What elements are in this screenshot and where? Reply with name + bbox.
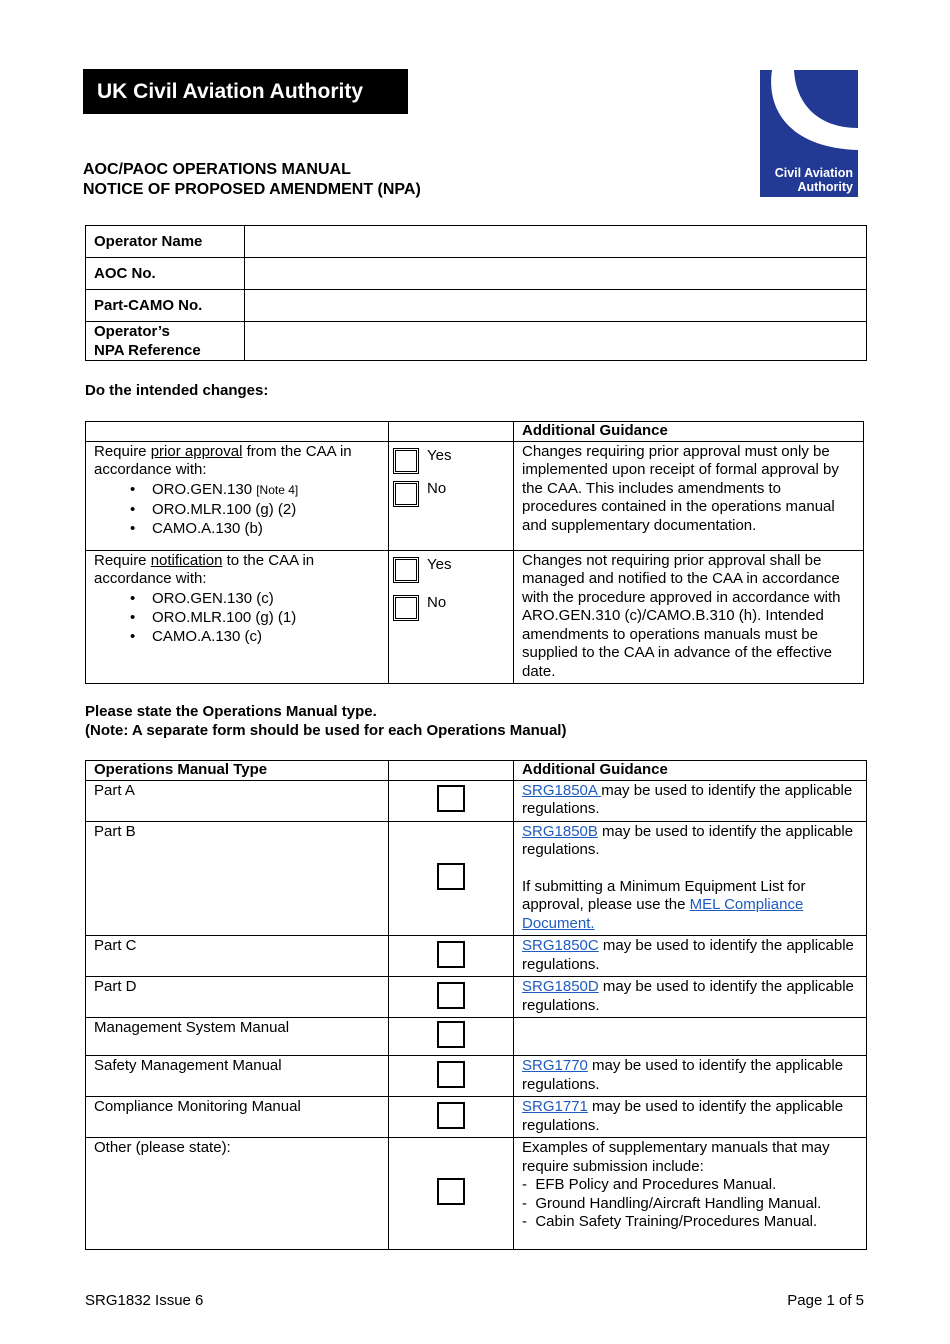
npa-ref-row <box>86 322 867 361</box>
operator-name-label: Operator Name <box>86 226 245 258</box>
changes-table <box>85 421 864 684</box>
approval-item-3: CAMO.A.130 (b) <box>152 519 263 537</box>
manual-header-row <box>86 761 867 781</box>
part-c-guidance <box>514 936 867 977</box>
smm-guidance <box>514 1056 867 1097</box>
part-b-checkbox[interactable] <box>437 863 465 890</box>
notification-yesno <box>389 550 514 684</box>
approval-yesno <box>389 441 514 550</box>
changes-header-row <box>86 422 864 442</box>
approval-item-1: ORO.GEN.130 <box>152 480 253 498</box>
camo-label: Part-CAMO No. <box>86 290 245 322</box>
cmm-checkbox-cell <box>389 1097 514 1138</box>
brand-banner: UK Civil Aviation Authority <box>83 69 408 114</box>
cmm-checkbox[interactable] <box>437 1102 465 1129</box>
notification-item-2: ORO.MLR.100 (g) (1) <box>152 608 297 626</box>
notification-text-post: to the CAA in accordance with: <box>94 551 315 587</box>
table-row <box>86 977 867 1018</box>
npa-ref-field[interactable] <box>245 322 867 361</box>
other-checkbox[interactable] <box>437 1178 465 1205</box>
footer-doc-id: SRG1832 Issue 6 <box>85 1292 204 1309</box>
caa-logo <box>760 70 858 197</box>
approval-requirement <box>86 441 389 550</box>
aoc-field[interactable] <box>245 258 867 290</box>
example-2: Ground Handling/Aircraft Handling Manual. <box>535 1194 822 1212</box>
srg1850b-link[interactable]: SRG1850B <box>522 822 598 840</box>
table-row <box>86 1138 867 1250</box>
msm-checkbox-cell <box>389 1018 514 1056</box>
list-item <box>130 608 380 627</box>
note-ref: [Note 4] <box>256 482 299 497</box>
approval-yes-checkbox[interactable] <box>393 448 419 474</box>
logo-text-line2: Authority <box>797 180 853 194</box>
part-c-guidance-text: may be used to identify the applicable regulations. <box>522 937 854 973</box>
list-item: - EFB Policy and Procedures Manual. <box>522 1176 777 1193</box>
srg1850c-link[interactable]: SRG1850C <box>522 937 599 954</box>
other-guidance-intro: Examples of supplementary manuals that may require submission include: <box>522 1139 830 1175</box>
changes-guidance-header: Additional Guidance <box>514 422 864 442</box>
npa-ref-label-line1: Operator’s <box>94 323 170 340</box>
notification-yes-checkbox[interactable] <box>393 557 419 583</box>
example-1: EFB Policy and Procedures Manual. <box>535 1176 777 1193</box>
notification-guidance: Changes not requiring prior approval shall be managed and notified to the CAA in accordance with the procedure approved in accordance with ARO.GEN.310 (c)/CAMO.B.310 (h). Intended amendments to operations manuals must be supplied to the CAA in advance of the effective date. <box>514 550 864 684</box>
approval-item-2: ORO.MLR.100 (g) (2) <box>152 500 297 518</box>
approval-row <box>86 441 864 550</box>
notification-row <box>86 550 864 684</box>
npa-ref-label <box>86 322 245 361</box>
manual-guidance-header: Additional Guidance <box>514 761 867 781</box>
list-item <box>130 589 380 608</box>
part-a-guidance-text: may be used to identify the applicable regulations. <box>522 781 853 817</box>
operator-table <box>85 225 867 361</box>
approval-guidance: Changes requiring prior approval must only be implemented upon receipt of formal approval by the CAA. This includes amendments to procedures contained in the operations manual and supplementary documentation. <box>514 441 864 550</box>
cmm-guidance <box>514 1097 867 1138</box>
mel-guidance-text: If submitting a Minimum Equipment List for approval, please use the <box>522 877 806 913</box>
aoc-row <box>86 258 867 290</box>
part-d-guidance <box>514 977 867 1018</box>
smm-checkbox[interactable] <box>437 1061 465 1088</box>
manual-intro-line1: Please state the Operations Manual type. <box>85 703 377 720</box>
approval-yes-label: Yes <box>427 447 452 464</box>
part-d-guidance-text: may be used to identify the applicable regulations. <box>522 978 854 1014</box>
table-row <box>86 1056 867 1097</box>
aoc-label: AOC No. <box>86 258 245 290</box>
approval-no-label: No <box>427 480 447 497</box>
list-item: - Ground Handling/Aircraft Handling Manual. <box>522 1194 822 1212</box>
srg1850d-link[interactable]: SRG1850D <box>522 978 599 995</box>
table-row <box>86 780 867 821</box>
notification-item-3: CAMO.A.130 (c) <box>152 627 263 645</box>
srg1850a-link[interactable]: SRG1850A <box>522 781 602 799</box>
list-item <box>130 627 380 646</box>
part-a-checkbox[interactable] <box>437 785 465 812</box>
manual-type-compliance-monitoring: Compliance Monitoring Manual <box>86 1097 389 1138</box>
part-b-checkbox-cell <box>389 821 514 936</box>
part-b-guidance-text: may be used to identify the applicable regulations. <box>522 822 854 858</box>
manual-type-part-b: Part B <box>86 821 389 936</box>
manual-type-safety-management: Safety Management Manual <box>86 1056 389 1097</box>
logo-text-line1: Civil Aviation <box>774 166 853 180</box>
notification-text-pre: Require <box>94 551 151 569</box>
camo-field[interactable] <box>245 290 867 322</box>
msm-checkbox[interactable] <box>437 1021 465 1048</box>
list-item <box>130 500 380 519</box>
approval-text-post: from the CAA in accordance with: <box>94 442 352 478</box>
notification-text-underlined: notification <box>150 551 223 569</box>
other-guidance <box>514 1138 867 1250</box>
smm-guidance-text: may be used to identify the applicable regulations. <box>522 1057 844 1093</box>
table-row <box>86 936 867 977</box>
part-a-checkbox-cell <box>389 780 514 821</box>
manual-type-part-a: Part A <box>86 780 389 821</box>
approval-no-checkbox[interactable] <box>393 481 419 507</box>
footer-page-number: Page 1 of 5 <box>787 1292 864 1309</box>
srg1771-link[interactable]: SRG1771 <box>522 1098 588 1115</box>
mel-compliance-link[interactable]: MEL Compliance Document. <box>522 896 804 932</box>
cmm-guidance-text: may be used to identify the applicable regulations. <box>522 1098 844 1134</box>
notification-no-checkbox[interactable] <box>393 595 419 621</box>
part-d-checkbox-cell <box>389 977 514 1018</box>
manual-type-part-d: Part D <box>86 977 389 1018</box>
srg1770-link[interactable]: SRG1770 <box>522 1057 588 1074</box>
manual-intro <box>85 702 566 740</box>
changes-intro: Do the intended changes: <box>85 382 269 399</box>
list-item: - Cabin Safety Training/Procedures Manual. <box>522 1213 818 1230</box>
title-line1: AOC/PAOC OPERATIONS MANUAL <box>83 161 351 178</box>
smm-checkbox-cell <box>389 1056 514 1097</box>
operator-name-field[interactable] <box>245 226 867 258</box>
part-b-guidance <box>514 821 867 936</box>
manual-type-header: Operations Manual Type <box>86 761 389 781</box>
table-row <box>86 1097 867 1138</box>
msm-guidance <box>514 1018 867 1056</box>
other-checkbox-cell <box>389 1138 514 1250</box>
camo-row <box>86 290 867 322</box>
notification-yes-label: Yes <box>427 556 452 573</box>
notification-requirement <box>86 550 389 684</box>
notification-no-label: No <box>427 594 447 611</box>
approval-list <box>94 480 380 538</box>
manual-type-other: Other (please state): <box>86 1138 389 1250</box>
manual-type-table <box>85 760 867 1250</box>
example-3: Cabin Safety Training/Procedures Manual. <box>535 1213 818 1230</box>
page-title <box>83 160 421 200</box>
part-a-guidance <box>514 780 867 821</box>
approval-text-underlined: prior approval <box>150 442 243 460</box>
manual-type-part-c: Part C <box>86 936 389 977</box>
list-item <box>130 519 380 538</box>
examples-list <box>522 1176 858 1232</box>
part-c-checkbox-cell <box>389 936 514 977</box>
table-row <box>86 1018 867 1056</box>
list-item <box>130 480 380 500</box>
manual-type-management-system: Management System Manual <box>86 1018 389 1056</box>
notification-item-1: ORO.GEN.130 (c) <box>152 589 274 607</box>
notification-list <box>94 589 380 646</box>
manual-intro-line2: (Note: A separate form should be used for each Operations Manual) <box>85 722 567 739</box>
operator-name-row <box>86 226 867 258</box>
title-line2: NOTICE OF PROPOSED AMENDMENT (NPA) <box>83 181 421 198</box>
part-d-checkbox[interactable] <box>437 982 465 1009</box>
table-row <box>86 821 867 936</box>
approval-text-pre: Require <box>94 442 151 460</box>
part-c-checkbox[interactable] <box>437 941 465 968</box>
npa-ref-label-line2: NPA Reference <box>94 342 201 359</box>
